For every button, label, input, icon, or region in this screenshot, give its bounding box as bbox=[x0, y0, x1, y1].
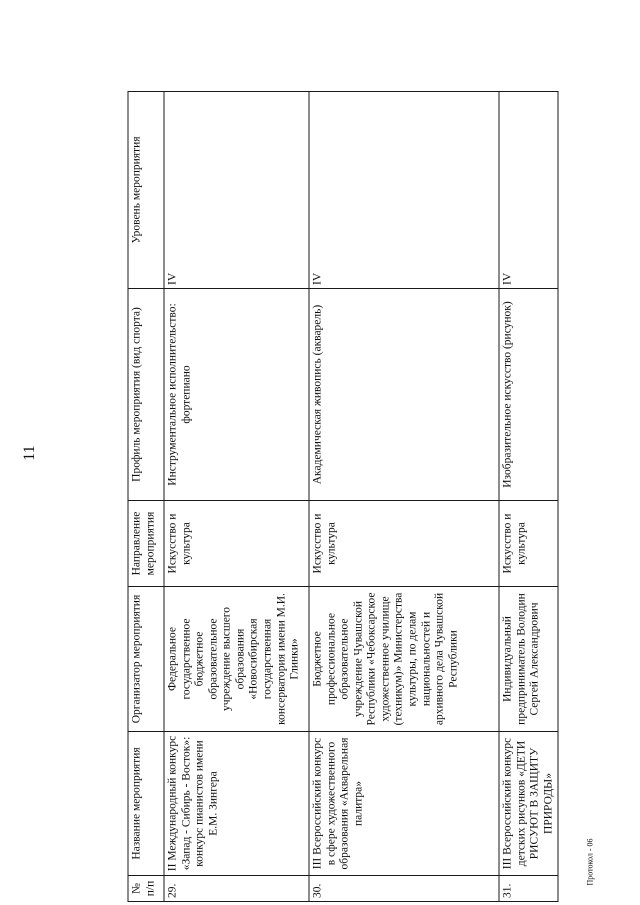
event-direction: Искусство и культура bbox=[164, 501, 309, 587]
event-level: IV bbox=[309, 92, 499, 289]
table-row bbox=[164, 92, 309, 902]
event-organizer: Индивидуальный предприниматель Володин Сергей Александрович bbox=[499, 587, 558, 732]
event-profile: Изобразительное искусство (рисунок) bbox=[499, 289, 558, 501]
event-level: IV bbox=[164, 92, 309, 289]
header-level: Уровень мероприятия bbox=[128, 92, 164, 289]
header-direction: Направление мероприятия bbox=[128, 501, 164, 587]
row-number: 31. bbox=[499, 876, 558, 902]
event-direction: Искусство и культура bbox=[309, 501, 499, 587]
event-name: III Всероссийский конкурс детских рисунков «ДЕТИ РИСУЮТ В ЗАЩИТУ ПРИРОДЫ» bbox=[499, 732, 558, 876]
event-profile: Академическая живопись (акварель) bbox=[309, 289, 499, 501]
event-level: IV bbox=[499, 92, 558, 289]
rotated-page-content bbox=[128, 92, 555, 902]
header-event-name: Название мероприятия bbox=[128, 732, 164, 876]
event-name: II Международный конкурс «Запад - Сибирь - Восток»: конкурс пианистов имени Е.М. Зингера bbox=[164, 732, 309, 876]
row-number: 29. bbox=[164, 876, 309, 902]
table-row bbox=[499, 92, 558, 902]
header-profile: Профиль мероприятия (вид спорта) bbox=[128, 289, 164, 501]
table-header-row bbox=[128, 92, 164, 902]
table-row bbox=[309, 92, 499, 902]
header-organizer: Организатор мероприятия bbox=[128, 587, 164, 732]
header-number: № п/п bbox=[128, 876, 164, 902]
event-organizer: Федеральное государственное бюджетное образовательное учреждение высшего образования «Новосибирская государственная консерватория имени М.И. Глинки» bbox=[164, 587, 309, 732]
page-number: 11 bbox=[21, 445, 38, 461]
row-number: 30. bbox=[309, 876, 499, 902]
footer-text: Протокол - 06 bbox=[585, 838, 595, 886]
event-profile: Инструментальное исполнительство: фортепиано bbox=[164, 289, 309, 501]
event-name: III Всероссийский конкурс в сфере художественного образования «Акварельная палитра» bbox=[309, 732, 499, 876]
event-organizer: Бюджетное профессиональное образовательное учреждение Чувашской Республики «Чебоксарское художественное училище (техникум)» Министерства культуры, по делам национальностей и архивного дела Чувашской Республики bbox=[309, 587, 499, 732]
event-direction: Искусство и культура bbox=[499, 501, 558, 587]
events-table bbox=[128, 91, 559, 902]
